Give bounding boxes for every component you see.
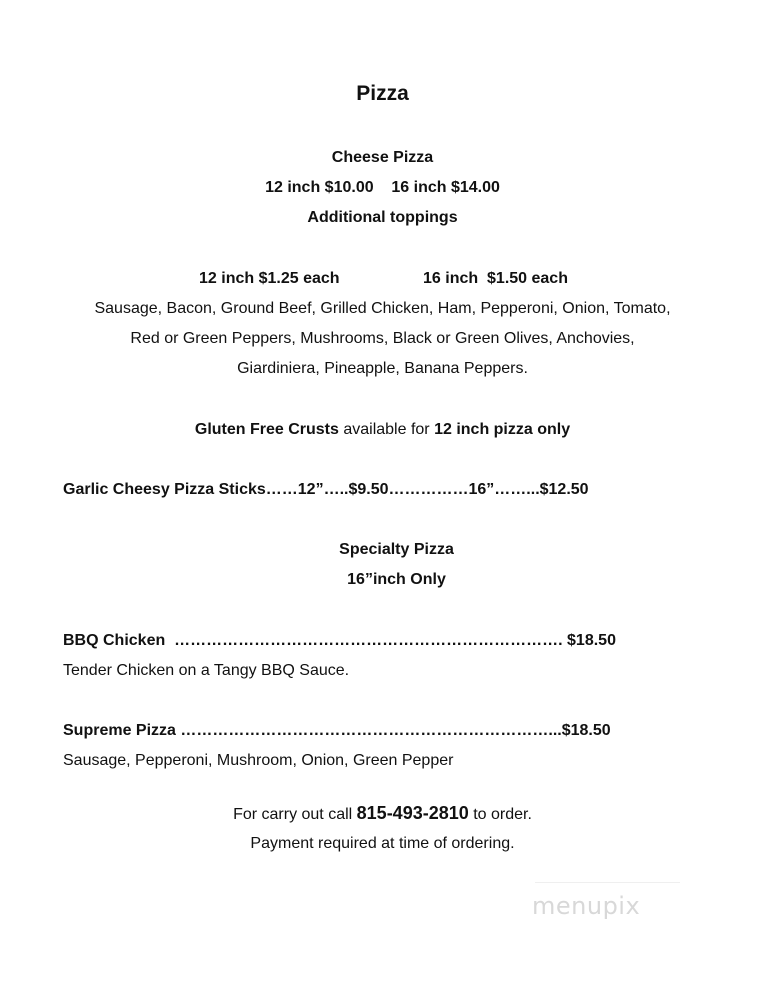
gluten-free-note [0, 420, 765, 440]
toppings-list-line: Sausage, Bacon, Ground Beef, Grilled Chicken, Ham, Pepperoni, Onion, Tomato, [94, 300, 671, 317]
specialty-subheading: 16”inch Only [347, 571, 446, 588]
payment-note: Payment required at time of ordering. [250, 835, 515, 852]
cheese-pizza-heading: Cheese Pizza [331, 149, 434, 166]
topping-price-16: 16 inch $1.50 each [423, 270, 568, 287]
menu-item-description: Sausage, Pepperoni, Mushroom, Onion, Green Pepper [63, 752, 454, 769]
specialty-heading: Specialty Pizza [339, 541, 454, 558]
topping-price-12: 12 inch $1.25 each [199, 270, 340, 287]
gluten-free-label: Gluten Free Crusts [194, 421, 339, 438]
carry-out-line [0, 803, 765, 825]
toppings-list-line: Giardiniera, Pineapple, Banana Peppers. [237, 360, 528, 377]
watermark-rule [535, 882, 680, 883]
gluten-free-size: 12 inch pizza only [434, 421, 571, 438]
menu-item-bbq-chicken: BBQ Chicken ………………………………………………………………. $18.50 [63, 632, 616, 649]
carry-out-prefix: For carry out call [233, 806, 357, 823]
garlic-sticks-line: Garlic Cheesy Pizza Sticks……12”…..$9.50……………16”……...$12.50 [63, 481, 589, 498]
page-title: Pizza [356, 82, 409, 105]
gluten-free-text: available for [338, 421, 435, 438]
menupix-watermark: menupix [532, 892, 641, 920]
carry-out-suffix: to order. [468, 806, 532, 823]
phone-number: 815-493-2810 [356, 803, 469, 823]
toppings-list-line: Red or Green Peppers, Mushrooms, Black or Green Olives, Anchovies, [130, 330, 635, 347]
cheese-pizza-prices: 12 inch $10.00 16 inch $14.00 [265, 179, 500, 196]
toppings-heading: Additional toppings [307, 209, 458, 226]
menu-item-supreme-pizza: Supreme Pizza ……………………………………………………………...$18.50 [63, 722, 611, 739]
menu-item-description: Tender Chicken on a Tangy BBQ Sauce. [63, 662, 350, 679]
